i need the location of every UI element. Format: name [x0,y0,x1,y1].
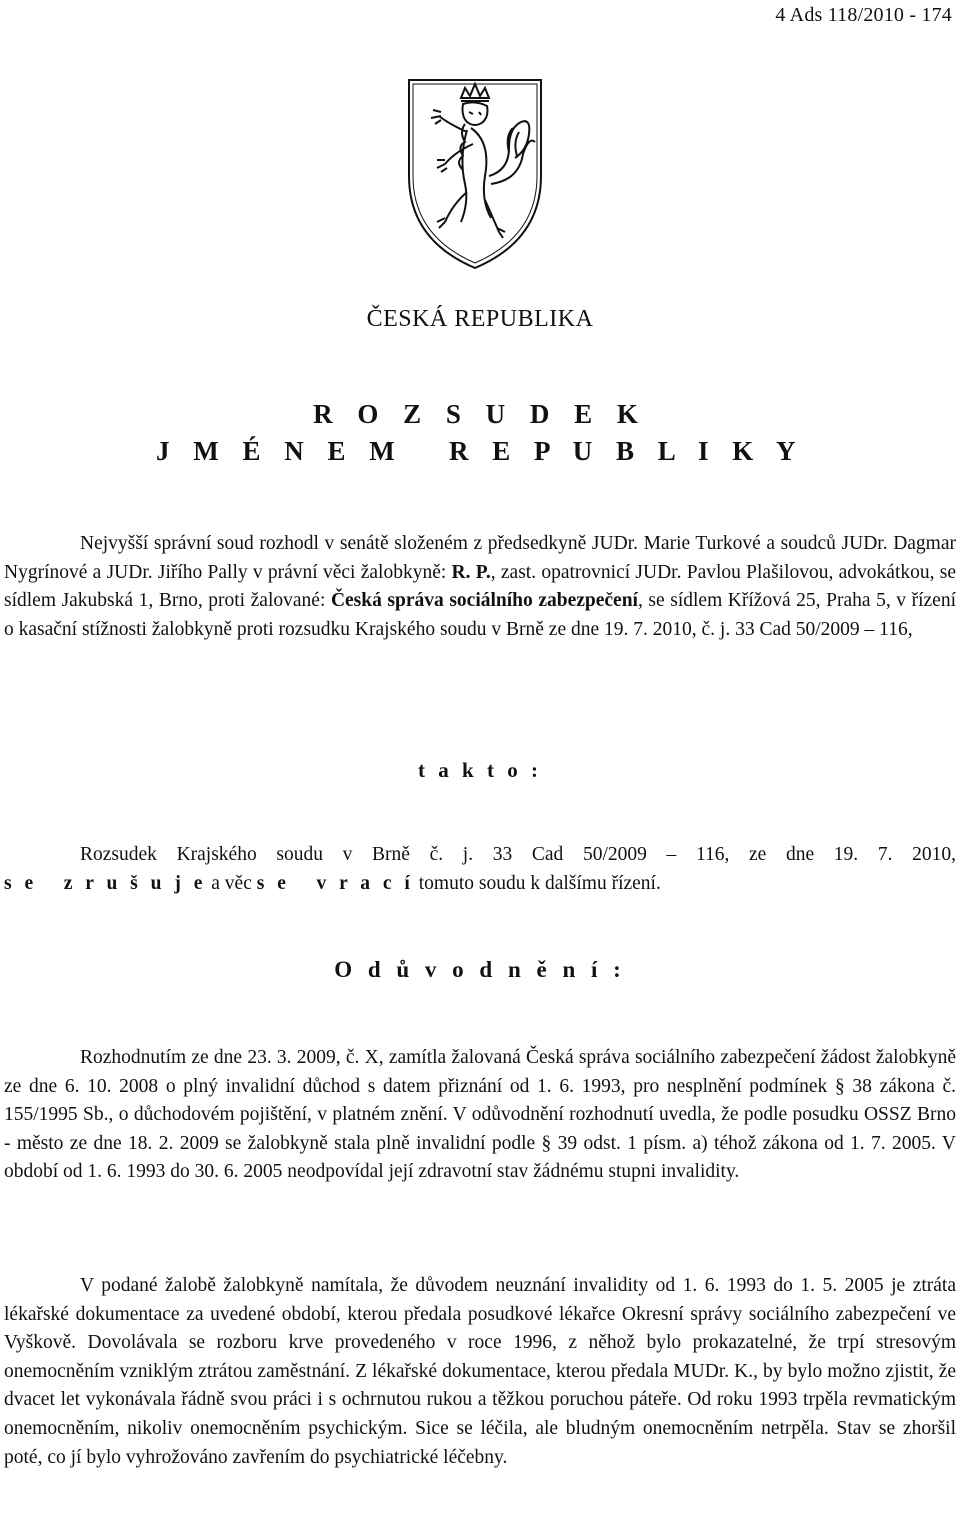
czech-lion-coat-of-arms-icon [405,72,545,272]
verdict-return: s e v r a c í [256,872,414,894]
plaintiff-name: R. P. [451,561,491,583]
verdict-text-3: tomuto soudu k dalšímu řízení. [413,872,661,894]
verdict-text-1: Rozsudek Krajského soudu v Brně č. j. 33 Cad 50/2009 – 116, ze dne 19. 7. 2010, [80,844,956,865]
reasoning-text-2: V podané žalobě žalobkyně namítala, že důvodem neuznání invalidity od 1. 6. 1993 do 1. 5. 2005 je ztráta lékařské dokumentace za uvedené období, kterou předala posudkové lékařce Okresní správy sociálního zabezpečení ve Vyškově. Dovolávala se rozboru krve provedeného v roce 1996, z něhož bylo prokazatelné, že trpí stresovým onemocněním vzniklým ztrátou zaměstnání. Z lékařské dokumentace, kterou předala MUDr. K., by bylo možno zjistit, že dvacet let vykonávala řádně svou práci i s ochrnutou rukou a těžkou poruchou páteře. Od roku 1993 trpěla revmatickým onemocněním, nikoliv onemocněním psychickým. Sice se léčila, ale bludným onemocněním netrpěla. Stav se zhoršil poté, co jí bylo vyhrožováno zavřením do psychiatrické léčebny. [4,1275,956,1468]
defendant-name: Česká správa sociálního zabezpečení [330,590,638,612]
intro-text-3: , se sídlem Křížová 25, Praha 5, v řízení o kasační stížnosti žalobkyně proti rozsudku Krajského soudu v Brně ze dne 19. 7. 2010, č. j. 33 Cad 50/2009 – 116, [4,590,956,640]
intro-text-2: , zast. opatrovnicí JUDr. Pavlou Plašilovou, advokátkou, se sídlem Jakubská 1, Brno, proti žalované: [4,561,956,612]
intro-text-1: Nejvyšší správní soud rozhodl v senátě složeném z předsedkyně JUDr. Marie Turkové a soudců JUDr. Dagmar Nygrínové a JUDr. Jiřího Pally v právní věci žalobkyně: [4,533,956,583]
reasoning-paragraph-1 [4,1044,956,1187]
verdict-cancel: s e z r u š u j e [4,872,207,894]
reasoning-text-1: Rozhodnutím ze dne 23. 3. 2009, č. X, zamítla žalovaná Česká správa sociálního zabezpečení žádost žalobkyně ze dne 6. 10. 2008 o plný invalidní důchod s datem přiznání od 1. 6. 1993, pro nesplnění podmínek § 38 zákona č. 155/1995 Sb., o důchodovém pojištění, v platném znění. V odůvodnění rozhodnutí uvedla, že podle posudku OSSZ Brno - město ze dne 18. 2. 2009 se žalobkyně stala plně invalidní podle § 39 odst. 1 písm. a) téhož zákona od 1. 7. 2005. V období od 1. 6. 1993 do 30. 6. 2005 neodpovídal její zdravotní stav žádnému stupni invalidity. [4,1047,956,1183]
reasoning-heading: O d ů v o d n ě n í : [334,957,626,982]
takto-heading: t a k t o : [418,758,542,782]
verdict-text-2: a věc [206,872,257,894]
verdict-paragraph [4,841,956,898]
intro-paragraph [4,530,956,644]
document-subtitle: J M É N E M R E P U B L I K Y [155,436,805,466]
document-title: R O Z S U D E K [313,399,647,429]
country-name: ČESKÁ REPUBLIKA [366,306,594,332]
case-number: 4 Ads 118/2010 - 174 [775,4,952,26]
reasoning-paragraph-2 [4,1272,956,1472]
